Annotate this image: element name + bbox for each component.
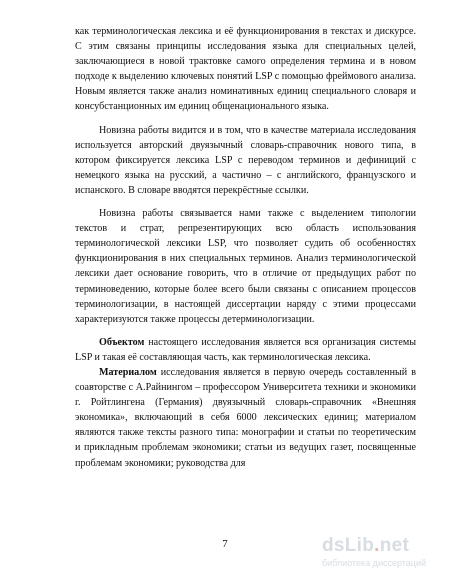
- body-text: [75, 24, 416, 471]
- paragraph-3: Новизна работы связывается нами также с выделением типологии текстов и страт, репрезентирующих всю область использования терминологической лексики LSP, что позволяет судить об особенностях функционирования в них специальных терминов. Анализ терминологической лексики дает основание говорить, что в отличие от предыдущих работ по терминоведению, которые более всего были связаны с описанием процессов терминологизации, в настоящей диссертации наряду с этими процессами характеризуются также процессы детерминологизации.: [75, 208, 416, 325]
- paragraph-5: [75, 365, 416, 471]
- page-number: 7: [222, 538, 228, 550]
- object-term: Объектом: [99, 336, 145, 348]
- watermark-subtitle: библиотека диссертаций: [322, 558, 427, 568]
- paragraph-2: Новизна работы видится и в том, что в качестве материала исследования используется авторский двуязычный словарь-справочник нового типа, в котором фиксируется лексика LSP с переводом терминов и дефиниций с немецкого языка на русский, а частично – с английского, французского и испанского. В словаре вводятся перекрёстные ссылки.: [75, 124, 416, 196]
- material-term: Материалом: [99, 366, 157, 378]
- paragraph-1: как терминологическая лексика и её функционирования в текстах и дискурсе. С этим связаны принципы исследования языка для специальных целей, заключающиеся в новой трактовке самого определения термина и в новом подходе к выделению ключевых понятий LSP с помощью фреймового анализа. Новым является также анализ номинативных единиц специального словаря и консубстанционных им единиц общенационального языка.: [75, 26, 416, 113]
- paragraph-4: [75, 335, 416, 365]
- watermark-logo-text: dsLib.net: [322, 535, 410, 556]
- paragraph-4-text: настоящего исследования является вся организация системы LSP и такая её составляющая часть, как терминологическая лексика.: [75, 336, 416, 363]
- paragraph-5-text: исследования является в первую очередь составленный в соавторстве с А.Райнингом – профессором Университета техники и экономики г. Ройтлингена (Германия) двуязычный словарь-справочник «Внешняя экономика», включающий в себя 6000 лексических единиц; материалом являются также тексты разного типа: монографии и статьи по теоретическим и прикладным проблемам экономики; статьи из ведущих газет, посвященные проблемам экономики; руководства для: [75, 366, 416, 469]
- watermark-logo: [322, 536, 440, 576]
